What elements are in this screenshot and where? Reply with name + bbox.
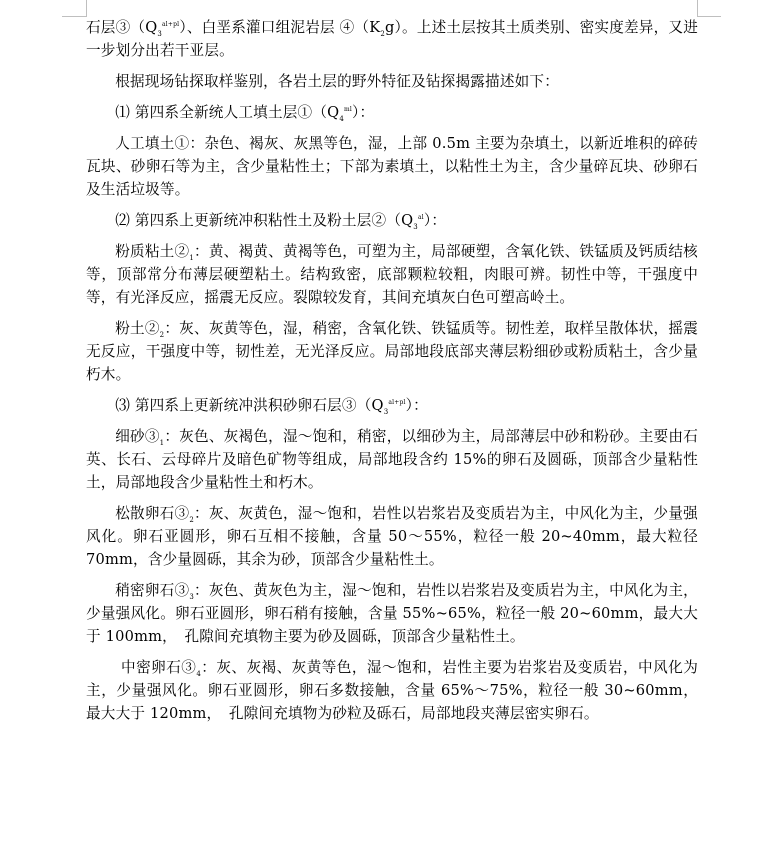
text-run: 稍密卵石③ xyxy=(115,582,190,599)
paragraph-artificial-fill xyxy=(86,132,698,201)
paragraph-loose-gravel xyxy=(86,502,698,571)
subscript: 1 xyxy=(159,438,165,447)
crop-mark-top-right-horizontal xyxy=(697,16,721,17)
heading-clay-silt-layer xyxy=(86,209,698,232)
heading-fill-layer xyxy=(86,101,698,124)
subscript: 4 xyxy=(196,669,201,678)
superscript: ml xyxy=(343,106,352,114)
text-run: ：黄、褐黄、黄褐等色，可塑为主，局部硬塑，含氧化铁、铁锰质及钙质结核等，顶部常分布薄层硬塑粘土。结构致密，底部颗粒较粗，肉眼可辨。韧性中等，干强度中等，有光泽反应，摇震无反应。裂隙较发育，其间充填灰白色可塑高岭土。 xyxy=(86,243,698,306)
text-run: ）： xyxy=(351,104,375,121)
text-run: ：灰色、黄灰色为主，湿～饱和，岩性以岩浆岩及变质岩为主，中风化为主，少量强风化。卵石亚圆形，卵石稍有接触，含量 55%~65%，粒径一般 20~60mm，最大大于 100mm， 孔隙间充填物主要为砂及圆砾，顶部含少量粘性土。 xyxy=(86,582,698,645)
superscript: al+pl xyxy=(162,21,180,29)
subscript: 3 xyxy=(413,222,418,231)
text-run: g）。上述土层按其土质类别、密实度差异，又进一步划分出若干亚层。 xyxy=(86,19,698,59)
text-run: 人工填土①：杂色、褐灰、灰黑等色，湿，上部 0.5m 主要为杂填土，以新近堆积的碎砖瓦块、砂卵石等为主，含少量粘性土；下部为素填土，以粘性土为主，含少量碎瓦块、砂卵石及生活垃圾等。 xyxy=(86,135,698,198)
text-run: 石层③（Q xyxy=(86,19,158,36)
crop-mark-top-left-horizontal xyxy=(62,16,86,17)
text-run: ：灰、灰黄色，湿～饱和，岩性以岩浆岩及变质岩为主，中风化为主，少量强风化。卵石亚圆形，卵石互相不接触，含量 50～55%，粒径一般 20~40mm，最大粒径 70mm，含少量圆砾，其余为砂，顶部含少量粘性土。 xyxy=(86,505,698,568)
text-run: 根据现场钻探取样鉴别，各岩土层的野外特征及钻探揭露描述如下： xyxy=(115,73,560,90)
text-run: ⑴ 第四系全新统人工填土层①（Q xyxy=(115,104,340,121)
text-run: ：灰色、灰褐色，湿～饱和，稍密，以细砂为主，局部薄层中砂和粉砂。主要由石英、长石、云母碎片及暗色矿物等组成，局部地段含约 15%的卵石及圆砾，顶部含少量粘性土，局部地段含少量粘性土和朽木。 xyxy=(86,428,698,491)
paragraph-strata-summary xyxy=(86,16,698,62)
text-run: ：灰、灰褐、灰黄等色，湿～饱和，岩性主要为岩浆岩及变质岩，中风化为主，少量强风化。卵石亚圆形，卵石多数接触，含量 65%～75%，粒径一般 30~60mm，最大大于 120mm， 孔隙间充填物为砂粒及砾石，局部地段夹薄层密实卵石。 xyxy=(86,659,698,722)
text-run: ）： xyxy=(423,212,447,229)
text-run: ）： xyxy=(405,397,428,414)
text-run: ⑵ 第四系上更新统冲积粘性土及粉土层②（Q xyxy=(115,212,414,229)
subscript: 3 xyxy=(189,592,194,601)
paragraph-silt xyxy=(86,317,698,386)
paragraph-slightly-dense-gravel xyxy=(86,579,698,648)
document-body xyxy=(86,16,698,733)
subscript: 1 xyxy=(189,253,194,262)
text-run: 粉质粘土② xyxy=(115,243,190,260)
text-run: 粉土② xyxy=(115,320,160,337)
subscript: 2 xyxy=(159,330,165,339)
text-run: 松散卵石③ xyxy=(115,505,190,522)
text-run: ⑶ 第四系上更新统冲洪积砂卵石层③（Q xyxy=(115,397,384,414)
subscript: 2 xyxy=(189,515,194,524)
paragraph-medium-dense-gravel xyxy=(86,656,698,725)
superscript: al xyxy=(417,214,424,222)
paragraph-silty-clay xyxy=(86,240,698,309)
subscript: 2 xyxy=(380,29,385,38)
text-run: 中密卵石③ xyxy=(121,659,197,676)
paragraph-fine-sand xyxy=(86,425,698,494)
heading-gravel-layer xyxy=(86,394,698,417)
crop-mark-top-right-vertical xyxy=(697,0,698,17)
subscript: 3 xyxy=(383,407,389,416)
crop-mark-top-left-vertical xyxy=(86,0,87,17)
subscript: 4 xyxy=(339,114,344,123)
paragraph-intro xyxy=(86,70,698,93)
text-run: 细砂③ xyxy=(115,428,160,445)
superscript: al+pl xyxy=(388,399,406,407)
text-run: ：灰、灰黄等色，湿，稍密，含氧化铁、铁锰质等。韧性差，取样呈散体状，摇震无反应，干强度中等，韧性差，无光泽反应。局部地段底部夹薄层粉细砂或粉质粘土，含少量朽木。 xyxy=(86,320,698,383)
subscript: 3 xyxy=(157,29,163,38)
text-run: ）、白垩系灌口组泥岩层 ④（K xyxy=(179,19,381,36)
